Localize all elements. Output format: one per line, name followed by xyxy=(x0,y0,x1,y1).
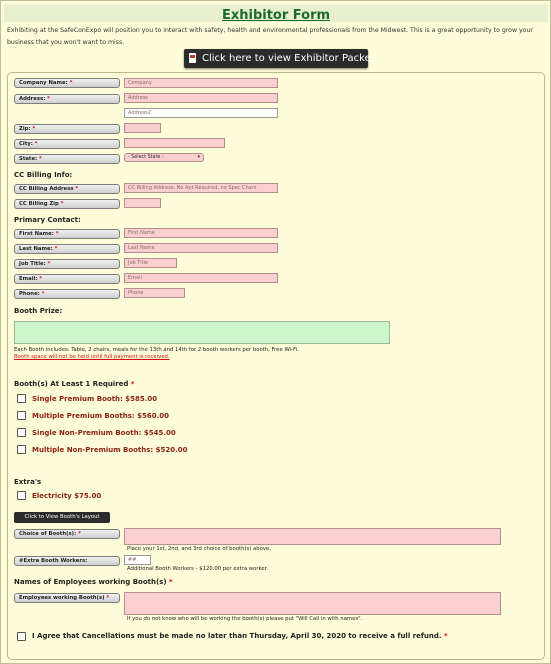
employees-heading-text: Names of Employees working Booth(s) xyxy=(14,578,167,586)
required-mark: * xyxy=(69,80,73,86)
choice-of-booths-label xyxy=(14,529,120,539)
electricity-label: Electricity $75.00 xyxy=(32,492,102,500)
first-name-label xyxy=(14,229,120,239)
required-mark: * xyxy=(168,578,173,586)
multiple-non-premium-checkbox[interactable] xyxy=(17,445,26,454)
cc-billing-heading: CC Billing Info: xyxy=(14,171,73,179)
required-mark: * xyxy=(47,96,50,102)
required-mark: * xyxy=(78,531,81,537)
email-label xyxy=(14,274,120,284)
payment-warning: Booth space will not be held until full payment is received. xyxy=(14,354,170,360)
cc-billing-address-label xyxy=(14,184,120,194)
booths-heading-text: Booth(s) At Least 1 Required xyxy=(14,380,129,388)
cc-billing-zip-label xyxy=(14,199,120,209)
email-input[interactable]: Email xyxy=(124,273,278,283)
booths-heading xyxy=(14,380,135,388)
multiple-premium-label: Multiple Premium Booths: $560.00 xyxy=(32,412,169,420)
job-title-input[interactable]: Job Title xyxy=(124,258,177,268)
required-mark: * xyxy=(130,380,135,388)
view-exhibitor-packet-button[interactable] xyxy=(184,49,375,68)
required-mark: * xyxy=(34,141,38,147)
choice-of-booths-label-text: Choice of Booth(s): xyxy=(19,531,77,537)
employees-label xyxy=(14,593,120,603)
agreement-text: I Agree that Cancellations must be made no later than Thursday, April 30, 2020 to receive a full refund. xyxy=(32,632,442,640)
booth-prize-heading: Booth Prize: xyxy=(14,307,63,315)
booth-includes-note: Each Booth includes: Table, 2 chairs, meals for the 13th and 14th for 2 booth workers per booth, Free Wi-Fi. xyxy=(14,347,299,353)
cc-billing-address-input[interactable]: CC Billing Address, No Apt Required, no Spec Chars xyxy=(124,183,278,193)
chevron-down-icon: ▾ xyxy=(197,154,200,160)
cc-billing-zip-label-text: CC Billing Zip xyxy=(19,201,59,207)
multiple-non-premium-label: Multiple Non-Premium Booths: $520.00 xyxy=(32,446,188,454)
required-mark: * xyxy=(32,126,36,132)
last-name-label-text: Last Name: xyxy=(19,246,53,252)
view-booth-layout-button[interactable]: Click to View Booth's Layout xyxy=(14,512,110,523)
last-name-label xyxy=(14,244,120,254)
extra-workers-note: Additional Booth Workers - $120.00 per extra worker. xyxy=(127,566,269,572)
single-premium-label: Single Premium Booth: $585.00 xyxy=(32,395,158,403)
extras-heading: Extra's xyxy=(14,478,42,486)
employees-heading xyxy=(14,578,173,586)
required-mark: * xyxy=(55,231,59,237)
required-mark: * xyxy=(39,276,43,282)
state-label xyxy=(14,154,120,164)
electricity-checkbox[interactable] xyxy=(17,491,26,500)
address-label xyxy=(14,94,120,104)
state-select[interactable] xyxy=(124,153,204,162)
employees-note: If you do not know who will be working the booth(s) please put "Will Call in with names". xyxy=(127,616,363,622)
company-name-label xyxy=(14,78,120,88)
pdf-icon xyxy=(189,53,196,63)
required-mark: * xyxy=(41,291,45,297)
single-premium-checkbox[interactable] xyxy=(17,394,26,403)
required-mark: * xyxy=(47,261,51,267)
intro-text: Exhibiting at the SafeConExpo will position you to interact with safety, health and environmental professionals from the Midwest. This is a great opportunity to grow your business that you won't want to miss. xyxy=(7,27,533,46)
job-title-label-text: Job Title: xyxy=(19,261,46,267)
employees-input[interactable] xyxy=(124,592,501,615)
packet-button-label: Click here to view Exhibitor Packet xyxy=(202,53,375,64)
required-mark: * xyxy=(106,595,110,601)
address-label-text: Address: xyxy=(19,96,46,102)
single-non-premium-checkbox[interactable] xyxy=(17,428,26,437)
agreement-label xyxy=(32,632,448,640)
cc-billing-zip-input[interactable] xyxy=(124,198,161,208)
title-bar xyxy=(4,4,548,22)
company-input[interactable]: Company xyxy=(124,78,278,88)
zip-label xyxy=(14,124,120,134)
address-input[interactable]: Address xyxy=(124,93,278,103)
phone-label xyxy=(14,289,120,299)
employees-label-text: Employees working Booth(s) xyxy=(19,595,105,601)
job-title-label xyxy=(14,259,120,269)
booth-prize-field[interactable] xyxy=(14,321,390,344)
primary-contact-heading: Primary Contact: xyxy=(14,216,81,224)
state-label-text: State: xyxy=(19,156,38,162)
extra-workers-label: #Extra Booth Workers: xyxy=(14,556,120,566)
state-select-value: - Select State - xyxy=(128,155,164,160)
zip-label-text: Zip: xyxy=(19,126,31,132)
required-mark: * xyxy=(60,201,64,207)
page-title: Exhibitor Form xyxy=(221,8,331,23)
phone-input[interactable]: Phone xyxy=(124,288,185,298)
agreement-checkbox[interactable] xyxy=(17,632,26,641)
required-mark: * xyxy=(54,246,58,252)
first-name-label-text: First Name: xyxy=(19,231,54,237)
city-label xyxy=(14,139,120,149)
required-mark: * xyxy=(444,632,448,640)
choice-of-booths-input[interactable] xyxy=(124,528,501,545)
company-name-label-text: Company Name: xyxy=(19,80,68,86)
choice-note: Place your 1st, 2nd, and 3rd choice of booth(s) above. xyxy=(127,546,271,552)
city-label-text: City: xyxy=(19,141,33,147)
required-mark: * xyxy=(39,156,42,162)
multiple-premium-checkbox[interactable] xyxy=(17,411,26,420)
phone-label-text: Phone: xyxy=(19,291,40,297)
required-mark: * xyxy=(75,186,79,192)
single-non-premium-label: Single Non-Premium Booth: $545.00 xyxy=(32,429,176,437)
zip-input[interactable] xyxy=(124,123,161,133)
city-input[interactable] xyxy=(124,138,225,148)
address2-input[interactable]: Address2 xyxy=(124,108,278,118)
extra-workers-input[interactable]: ## xyxy=(124,555,151,565)
cc-billing-address-label-text: CC Billing Address xyxy=(19,186,74,192)
email-label-text: Email: xyxy=(19,276,38,282)
first-name-input[interactable]: First Name xyxy=(124,228,278,238)
last-name-input[interactable]: Last Name xyxy=(124,243,278,253)
